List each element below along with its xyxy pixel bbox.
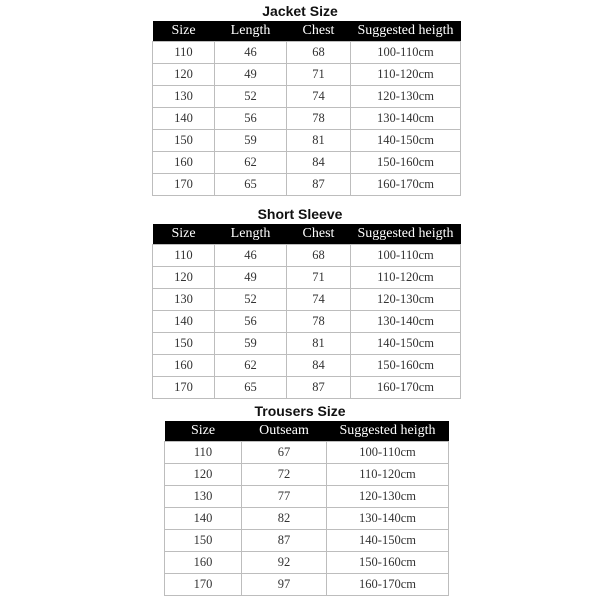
jacket-header-length: Length <box>215 21 287 42</box>
short-sleeve-table <box>152 224 461 399</box>
sleeve-cell-height: 150-160cm <box>351 355 461 377</box>
jacket-size-table <box>152 21 461 196</box>
table-row <box>153 311 461 333</box>
trousers-cell-size: 110 <box>165 442 242 464</box>
jacket-cell-length: 65 <box>215 174 287 196</box>
trousers-cell-size: 150 <box>165 530 242 552</box>
jacket-cell-length: 62 <box>215 152 287 174</box>
jacket-cell-height: 110-120cm <box>351 64 461 86</box>
table-row <box>165 574 449 596</box>
trousers-cell-size: 170 <box>165 574 242 596</box>
jacket-cell-length: 52 <box>215 86 287 108</box>
table-row <box>153 289 461 311</box>
trousers-size-table <box>164 421 449 596</box>
sleeve-cell-chest: 71 <box>287 267 351 289</box>
trousers-cell-size: 130 <box>165 486 242 508</box>
jacket-cell-height: 150-160cm <box>351 152 461 174</box>
jacket-cell-chest: 87 <box>287 174 351 196</box>
table-row <box>153 86 461 108</box>
table-row <box>153 267 461 289</box>
table-row <box>153 355 461 377</box>
table-row <box>153 152 461 174</box>
sleeve-cell-chest: 87 <box>287 377 351 399</box>
jacket-cell-height: 120-130cm <box>351 86 461 108</box>
trousers-cell-size: 120 <box>165 464 242 486</box>
jacket-cell-length: 46 <box>215 42 287 64</box>
jacket-cell-height: 100-110cm <box>351 42 461 64</box>
sleeve-cell-length: 62 <box>215 355 287 377</box>
jacket-cell-size: 170 <box>153 174 215 196</box>
trousers-cell-height: 140-150cm <box>327 530 449 552</box>
sleeve-cell-length: 59 <box>215 333 287 355</box>
jacket-header-suggested-height: Suggested heigth <box>351 21 461 42</box>
sleeve-cell-chest: 78 <box>287 311 351 333</box>
table-row <box>153 64 461 86</box>
sleeve-cell-length: 65 <box>215 377 287 399</box>
sleeve-cell-size: 160 <box>153 355 215 377</box>
sleeve-cell-chest: 81 <box>287 333 351 355</box>
jacket-cell-chest: 81 <box>287 130 351 152</box>
jacket-cell-chest: 84 <box>287 152 351 174</box>
jacket-cell-size: 130 <box>153 86 215 108</box>
jacket-cell-chest: 71 <box>287 64 351 86</box>
jacket-cell-length: 59 <box>215 130 287 152</box>
jacket-cell-length: 49 <box>215 64 287 86</box>
sleeve-cell-length: 46 <box>215 245 287 267</box>
sleeve-cell-height: 130-140cm <box>351 311 461 333</box>
short-sleeve-title: Short Sleeve <box>257 206 343 222</box>
trousers-cell-height: 160-170cm <box>327 574 449 596</box>
trousers-cell-height: 110-120cm <box>327 464 449 486</box>
jacket-cell-size: 150 <box>153 130 215 152</box>
sleeve-cell-height: 160-170cm <box>351 377 461 399</box>
sleeve-header-chest: Chest <box>287 224 351 245</box>
trousers-cell-size: 160 <box>165 552 242 574</box>
jacket-cell-size: 160 <box>153 152 215 174</box>
sleeve-cell-chest: 74 <box>287 289 351 311</box>
trousers-cell-outseam: 72 <box>242 464 327 486</box>
table-row <box>153 130 461 152</box>
table-row <box>165 552 449 574</box>
trousers-cell-outseam: 87 <box>242 530 327 552</box>
jacket-cell-size: 120 <box>153 64 215 86</box>
sleeve-cell-size: 170 <box>153 377 215 399</box>
table-row <box>153 245 461 267</box>
trousers-header-suggested-height: Suggested heigth <box>327 421 449 442</box>
sleeve-header-suggested-height: Suggested heigth <box>351 224 461 245</box>
jacket-cell-height: 130-140cm <box>351 108 461 130</box>
sleeve-cell-length: 49 <box>215 267 287 289</box>
jacket-size-title: Jacket Size <box>262 3 338 19</box>
sleeve-cell-height: 110-120cm <box>351 267 461 289</box>
sleeve-cell-size: 110 <box>153 245 215 267</box>
table-row <box>153 108 461 130</box>
table-row <box>153 174 461 196</box>
table-row <box>165 508 449 530</box>
sleeve-cell-size: 140 <box>153 311 215 333</box>
jacket-cell-chest: 74 <box>287 86 351 108</box>
trousers-cell-outseam: 97 <box>242 574 327 596</box>
trousers-cell-size: 140 <box>165 508 242 530</box>
jacket-cell-size: 110 <box>153 42 215 64</box>
table-row <box>165 464 449 486</box>
table-row <box>165 442 449 464</box>
table-row <box>153 42 461 64</box>
sleeve-cell-height: 120-130cm <box>351 289 461 311</box>
sleeve-cell-length: 52 <box>215 289 287 311</box>
sleeve-cell-length: 56 <box>215 311 287 333</box>
jacket-cell-chest: 68 <box>287 42 351 64</box>
jacket-cell-height: 140-150cm <box>351 130 461 152</box>
trousers-size-title: Trousers Size <box>254 403 346 419</box>
jacket-cell-chest: 78 <box>287 108 351 130</box>
jacket-header-size: Size <box>153 21 215 42</box>
sleeve-cell-height: 100-110cm <box>351 245 461 267</box>
sleeve-cell-height: 140-150cm <box>351 333 461 355</box>
trousers-cell-height: 120-130cm <box>327 486 449 508</box>
trousers-cell-outseam: 67 <box>242 442 327 464</box>
table-row <box>165 486 449 508</box>
sleeve-header-size: Size <box>153 224 215 245</box>
jacket-cell-height: 160-170cm <box>351 174 461 196</box>
trousers-cell-outseam: 77 <box>242 486 327 508</box>
trousers-cell-height: 150-160cm <box>327 552 449 574</box>
jacket-header-chest: Chest <box>287 21 351 42</box>
sleeve-cell-size: 150 <box>153 333 215 355</box>
sleeve-header-length: Length <box>215 224 287 245</box>
trousers-header-row <box>165 421 449 442</box>
trousers-cell-outseam: 92 <box>242 552 327 574</box>
jacket-header-row <box>153 21 461 42</box>
sleeve-header-row <box>153 224 461 245</box>
table-row <box>153 377 461 399</box>
sleeve-cell-size: 130 <box>153 289 215 311</box>
trousers-header-size: Size <box>165 421 242 442</box>
table-row <box>165 530 449 552</box>
trousers-cell-height: 100-110cm <box>327 442 449 464</box>
trousers-header-outseam: Outseam <box>242 421 327 442</box>
jacket-cell-size: 140 <box>153 108 215 130</box>
jacket-cell-length: 56 <box>215 108 287 130</box>
trousers-cell-outseam: 82 <box>242 508 327 530</box>
table-row <box>153 333 461 355</box>
sleeve-cell-chest: 84 <box>287 355 351 377</box>
sleeve-cell-size: 120 <box>153 267 215 289</box>
trousers-cell-height: 130-140cm <box>327 508 449 530</box>
sleeve-cell-chest: 68 <box>287 245 351 267</box>
